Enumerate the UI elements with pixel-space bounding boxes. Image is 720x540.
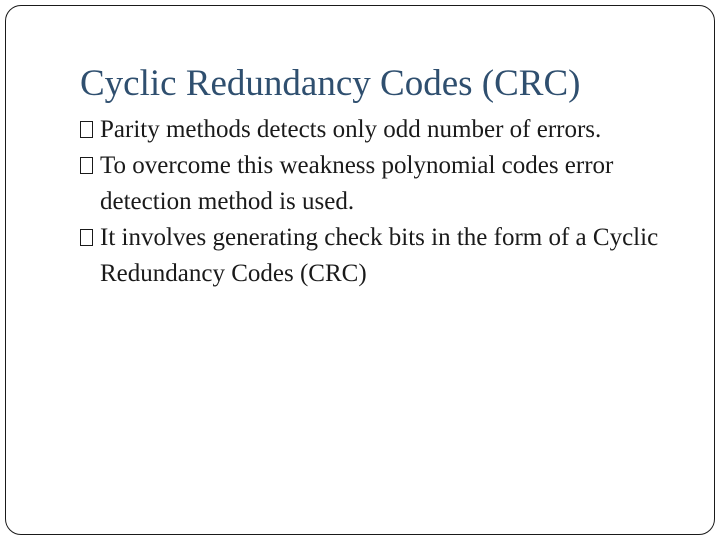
bullet-text: It involves generating check bits in the form of a Cyclic Redundancy Codes (CRC) [100,224,659,287]
bullet-item-overcome [80,148,700,220]
bullet-list [80,112,700,292]
slide-title: Cyclic Redundancy Codes (CRC) [80,63,581,104]
bullet-box-icon [80,157,93,174]
bullet-item-check-bits [80,220,700,292]
bullet-text: To overcome this weakness polynomial codes error detection method is used. [100,152,614,215]
bullet-item-parity [80,112,700,148]
bullet-text: Parity methods detects only odd number of errors. [100,116,602,143]
bullet-box-icon [80,121,93,138]
bullet-box-icon [80,229,93,246]
